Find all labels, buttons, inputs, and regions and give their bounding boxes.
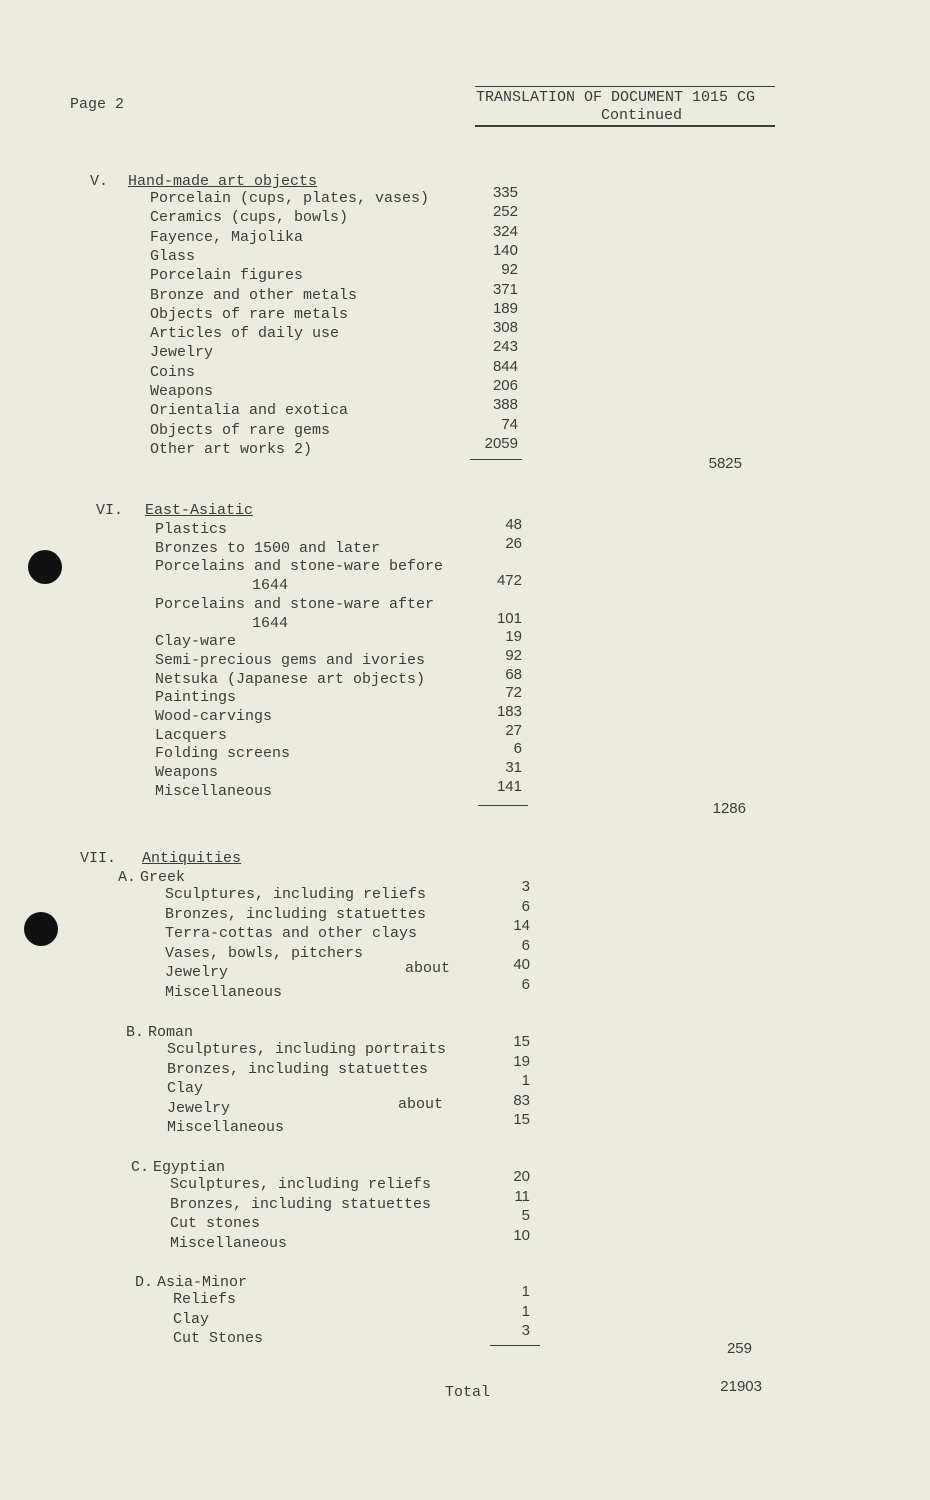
item-value: 472 [496, 572, 522, 590]
section-subtotal: 1286 [712, 800, 746, 817]
header-top-rule [475, 86, 775, 87]
group-title: Greek [140, 869, 186, 886]
item-label: Semi-precious gems and ivories [155, 651, 426, 669]
item-value: 14 [513, 917, 530, 935]
item-value: 27 [505, 721, 522, 739]
item-label-continued: 1644 [252, 614, 289, 632]
item-label: Weapons [150, 383, 214, 400]
item-value: 844 [492, 357, 518, 375]
item-label: Miscellaneous [155, 782, 273, 800]
item-value: 3 [521, 878, 530, 895]
item-value: 1 [521, 1283, 530, 1300]
item-value: 72 [505, 684, 522, 702]
item-value: 83 [513, 1091, 530, 1109]
item-value: 6 [521, 897, 530, 915]
item-value: 15 [513, 1111, 530, 1129]
item-value: 10 [513, 1226, 530, 1244]
item-label: Fayence, Majolika [150, 228, 304, 246]
item-value: 243 [492, 338, 518, 356]
item-value: 40 [513, 956, 530, 974]
item-value: 26 [505, 534, 522, 552]
document-title: TRANSLATION OF DOCUMENT 1015 CG [476, 89, 756, 106]
item-label: Porcelains and stone-ware before [155, 558, 444, 576]
item-value: 15 [513, 1033, 530, 1050]
group-letter: B. [126, 1024, 145, 1041]
item-value: 206 [492, 377, 518, 394]
item-label: Paintings [155, 689, 237, 707]
section-title: East-Asiatic [145, 502, 254, 519]
subtotal-rule [470, 459, 522, 460]
subtotal-rule [478, 805, 528, 806]
item-value: 252 [492, 203, 518, 221]
item-value: 92 [505, 646, 522, 664]
item-value: 6 [513, 740, 522, 758]
item-value: 48 [505, 516, 522, 533]
group-letter: D. [135, 1274, 154, 1291]
item-value: 31 [505, 759, 522, 777]
group-title: Asia-Minor [157, 1274, 248, 1291]
item-label: Glass [150, 247, 196, 265]
punch-hole [28, 550, 62, 584]
section-subtotal: 5825 [708, 455, 742, 472]
item-label: Other art works 2) [150, 440, 313, 458]
group-title: Egyptian [153, 1159, 226, 1176]
total-label: Total [445, 1384, 491, 1401]
item-label: Clay-ware [155, 633, 237, 651]
item-label: Terra-cottas and other clays [165, 925, 418, 943]
item-value: 1 [521, 1302, 530, 1320]
page-number: Page 2 [70, 96, 125, 113]
subtotal-rule [490, 1345, 540, 1346]
item-value: 92 [501, 261, 518, 279]
section-numeral: V. [90, 173, 109, 190]
item-value: 324 [492, 222, 518, 240]
item-value: 20 [513, 1168, 530, 1185]
grand-total: 21903 [720, 1378, 762, 1395]
item-label: Vases, bowls, pitchers [165, 944, 364, 962]
item-label: Sculptures, including reliefs [165, 886, 427, 903]
item-label: Bronze and other metals [150, 286, 358, 304]
item-value: 335 [492, 184, 518, 201]
item-label: Wood-carvings [155, 708, 273, 725]
item-label: Porcelains and stone-ware after [155, 595, 435, 613]
item-label: Objects of rare gems [150, 421, 331, 439]
item-label: Lacquers [155, 726, 228, 744]
item-value: 371 [492, 280, 518, 298]
item-value: 19 [505, 628, 522, 646]
section-numeral: VII. [80, 850, 117, 867]
item-value: 74 [501, 415, 518, 433]
item-label: Coins [150, 363, 196, 381]
item-note: about [405, 960, 451, 978]
item-label: Plastics [155, 521, 228, 538]
punch-hole [24, 912, 58, 946]
group-letter: A. [118, 869, 137, 886]
section-subtotal: 259 [726, 1340, 752, 1357]
item-label: Miscellaneous [170, 1234, 288, 1252]
section-title: Antiquities [142, 850, 242, 867]
item-label: Clay [173, 1310, 210, 1328]
item-label: Bronzes, including statuettes [165, 905, 427, 923]
item-label-continued: 1644 [252, 577, 289, 595]
item-value: 308 [492, 319, 518, 337]
group-letter: C. [131, 1159, 150, 1176]
item-label: Porcelain figures [150, 267, 304, 285]
item-label: Reliefs [173, 1291, 237, 1308]
header-bottom-rule [475, 125, 775, 127]
item-label: Objects of rare metals [150, 305, 349, 323]
item-value: 6 [521, 936, 530, 954]
item-label: Sculptures, including portraits [167, 1041, 447, 1058]
section-title: Hand-made art objects [128, 173, 318, 190]
item-label: Folding screens [155, 745, 291, 763]
item-value: 6 [521, 976, 530, 993]
item-label: Clay [167, 1080, 204, 1098]
item-label: Cut Stones [173, 1330, 264, 1348]
section-numeral: VI. [96, 502, 124, 519]
item-label: Porcelain (cups, plates, vases) [150, 190, 430, 207]
item-value: 1 [521, 1072, 530, 1090]
item-value: 2059 [484, 434, 518, 452]
item-label: Jewelry [150, 344, 214, 362]
group-title: Roman [148, 1024, 194, 1041]
item-label: Weapons [155, 764, 219, 782]
item-label: Cut stones [170, 1215, 261, 1233]
item-label: Jewelry [167, 1099, 231, 1117]
item-label: Articles of daily use [150, 325, 340, 343]
item-label: Ceramics (cups, bowls) [150, 209, 349, 227]
item-label: Bronzes, including statuettes [167, 1060, 429, 1078]
item-value: 141 [496, 777, 522, 795]
document-subtitle: Continued [601, 107, 683, 124]
item-value: 101 [496, 609, 522, 627]
item-label: Bronzes to 1500 and later [155, 539, 381, 557]
item-note: about [398, 1095, 444, 1113]
item-value: 68 [505, 665, 522, 683]
item-value: 19 [513, 1052, 530, 1070]
item-value: 3 [521, 1322, 530, 1340]
item-label: Sculptures, including reliefs [170, 1176, 432, 1193]
item-value: 189 [492, 299, 518, 317]
item-label: Bronzes, including statuettes [170, 1195, 432, 1213]
item-label: Netsuka (Japanese art objects) [155, 670, 426, 688]
item-value: 140 [492, 241, 518, 259]
item-value: 388 [492, 396, 518, 414]
item-label: Orientalia and exotica [150, 402, 349, 420]
item-value: 11 [514, 1187, 530, 1205]
item-label: Jewelry [165, 964, 229, 982]
item-value: 5 [521, 1207, 530, 1225]
item-value: 183 [496, 703, 522, 720]
item-label: Miscellaneous [165, 984, 283, 1001]
item-label: Miscellaneous [167, 1119, 285, 1137]
